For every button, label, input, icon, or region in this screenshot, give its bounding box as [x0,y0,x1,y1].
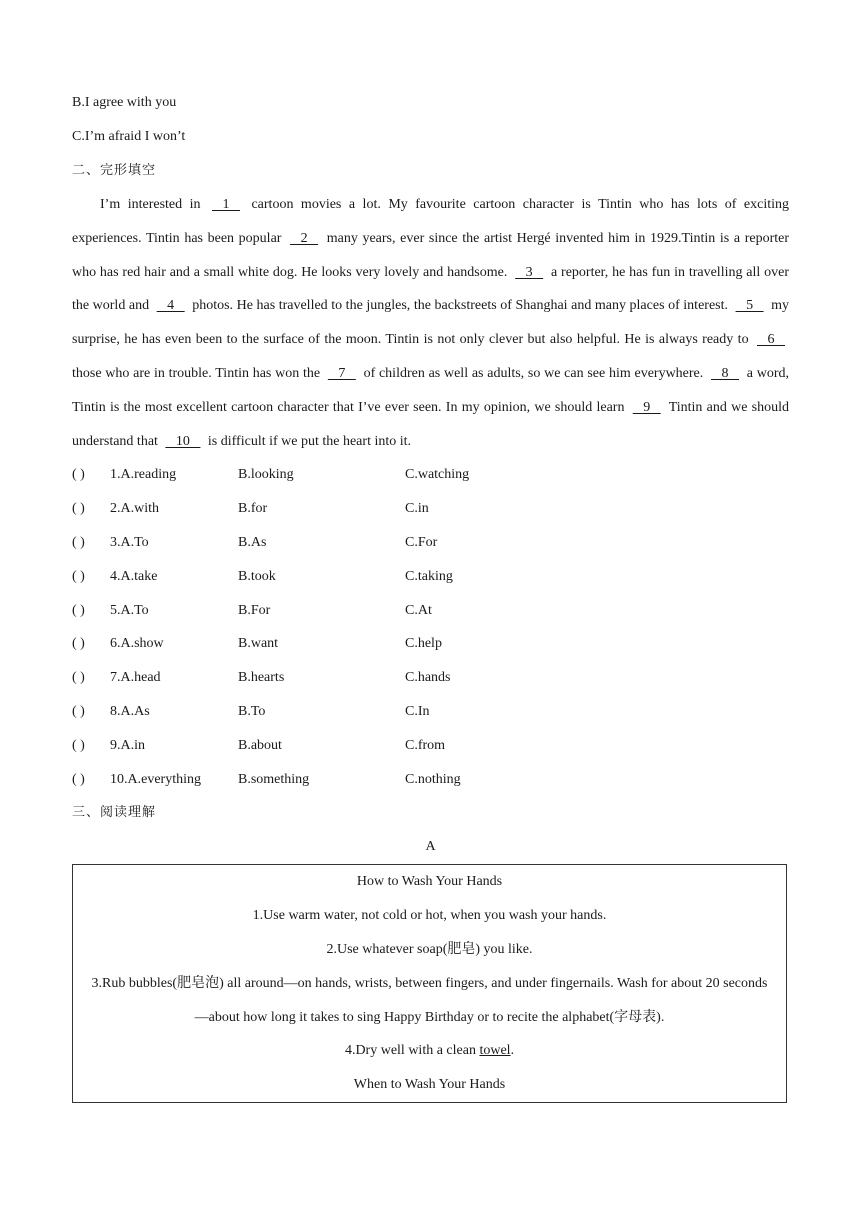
cloze-questions [72,458,789,796]
option-c: C.For [405,534,438,550]
cloze-blank: 4 [156,298,185,314]
section-cloze-heading: 二、完形填空 [72,163,157,178]
cloze-passage [72,188,789,458]
worksheet-page [72,86,789,1103]
cloze-text: cartoon movies a lot. My favourite cartoon character is Tintin who has lots of exciting experiences. Tintin has been popular [72,197,789,246]
question-row [72,492,789,526]
cloze-text: my surprise, he has even been to the surface of the moon. Tintin is not only clever but also helpful. He is always ready to [72,298,790,348]
cloze-blank: 3 [515,264,544,280]
option-b: B.As [238,534,267,550]
cloze-text: those who are in trouble. Tintin has won the [72,365,324,381]
question-row [72,458,789,492]
box-step-4 [87,1034,772,1068]
cloze-blank: 7 [327,365,356,381]
option-a: 3.A.To [110,534,149,550]
question-row [72,627,789,661]
option-a: 4.A.take [110,568,158,584]
option-c: C.hands [405,670,451,686]
option-a: 1.A.reading [110,467,177,483]
passage-label: A [425,839,436,855]
answer-paren: ( ) [72,737,85,753]
box-title: How to Wash Your Hands [356,874,503,890]
prev-option-c: C.I’m afraid I won’t [72,129,186,144]
option-b: B.want [238,636,279,652]
answer-paren: ( ) [72,568,85,584]
option-a: 10.A.everything [110,771,201,787]
cloze-blank: 9 [632,399,661,415]
option-a: 9.A.in [110,737,145,753]
answer-paren: ( ) [72,467,85,483]
question-row [72,661,789,695]
cloze-text: of children as well as adults, so we can see him everywhere. [359,365,708,381]
option-a: 7.A.head [110,670,161,686]
cloze-text: a word, Tintin is the most excellent cartoon character that I’ve ever seen. In my opinion, we should learn [72,365,789,415]
cloze-text: I’m interested in [100,197,208,212]
cloze-blank: 6 [757,332,785,348]
box-step-1: 1.Use warm water, not cold or hot, when you wash your hands. [252,908,607,924]
question-row [72,763,789,797]
option-b: B.for [238,501,268,517]
cloze-text: is difficult if we put the heart into it. [204,433,412,449]
handwash-box [72,864,787,1103]
option-c: C.watching [405,467,470,483]
cloze-blank: 10 [165,433,201,449]
option-b: B.looking [238,467,294,483]
cloze-blank: 8 [711,365,740,381]
option-b: B.To [238,703,266,719]
question-row [72,594,789,628]
question-row [72,526,789,560]
section-reading-heading: 三、阅读理解 [72,805,157,821]
box-step-4-end: . [510,1043,515,1059]
question-row [72,695,789,729]
cloze-text: many years, ever since the artist Hergé invented him in 1929.Tintin is a reporter who has red hair and a small white dog. He looks very lovely and handsome. [72,230,789,280]
option-b: B.took [238,568,276,584]
option-a: 6.A.show [110,636,164,652]
box-subtitle: When to Wash Your Hands [353,1077,506,1093]
option-c: C.in [405,501,429,517]
question-row [72,729,789,763]
box-step-4-word: towel [479,1043,511,1059]
cloze-blank: 2 [290,230,319,246]
option-a: 5.A.To [110,602,149,618]
option-b: B.hearts [238,670,285,686]
answer-paren: ( ) [72,501,85,517]
option-a: 8.A.As [110,703,150,719]
question-row [72,560,789,594]
box-step-2: 2.Use whatever soap(肥皂) you like. [326,941,533,957]
prev-option-b: B.I agree with you [72,95,177,110]
option-c: C.taking [405,568,453,584]
answer-paren: ( ) [72,703,85,719]
option-b: B.For [238,602,271,618]
cloze-text: Tintin and we should understand that [72,399,790,449]
option-c: C.In [405,703,430,719]
cloze-blank: 5 [735,298,764,314]
option-c: C.from [405,737,446,753]
option-a: 2.A.with [110,501,159,517]
option-c: C.At [405,602,432,618]
answer-paren: ( ) [72,534,85,550]
box-step-3: 3.Rub bubbles(肥皂泡) all around—on hands, wrists, between fingers, and under fingernails. Wash for about 20 seconds—about how long it takes to sing Happy Birthday or to recite the alphabet(字母表). [91,975,768,1025]
answer-paren: ( ) [72,771,85,787]
cloze-text: a reporter, he has fun in travelling all over the world and [72,264,789,314]
option-c: C.help [405,636,442,652]
option-b: B.about [238,737,282,753]
answer-paren: ( ) [72,636,85,652]
option-b: B.something [238,771,310,787]
answer-paren: ( ) [72,670,85,686]
answer-paren: ( ) [72,602,85,618]
option-c: C.nothing [405,771,461,787]
box-step-4-text: 4.Dry well with a clean [344,1043,480,1059]
cloze-blank: 1 [211,197,240,212]
cloze-text: photos. He has travelled to the jungles, the backstreets of Shanghai and many places of interest. [188,298,732,314]
